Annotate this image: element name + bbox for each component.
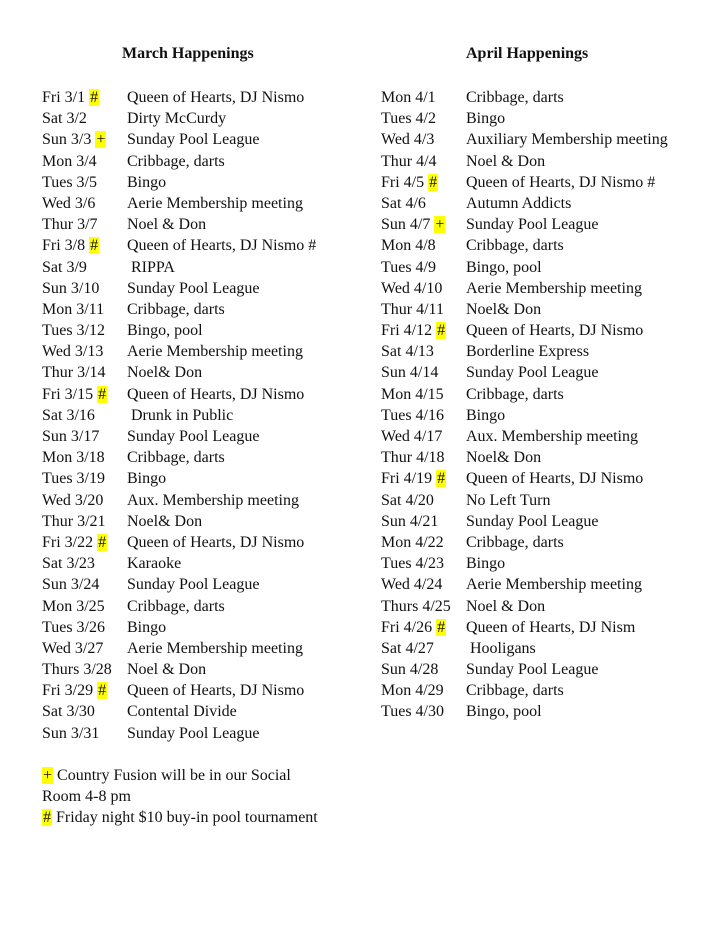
schedule-event: Queen of Hearts, DJ Nism — [466, 618, 636, 636]
schedule-event: Sunday Pool League — [466, 364, 599, 382]
date-text: Sat 4/6 — [381, 194, 426, 212]
date-text: Tues 4/9 — [381, 258, 436, 276]
event-marker: # — [98, 682, 107, 700]
date-text: Sun 3/10 — [42, 279, 100, 297]
date-text: Fri 4/26 — [381, 618, 433, 636]
schedule-date — [381, 701, 444, 722]
event-marker: # — [429, 173, 438, 191]
schedule-event: Bingo — [127, 470, 167, 488]
date-text: Tues 3/26 — [42, 618, 105, 636]
schedule-event: RIPPA — [127, 258, 175, 276]
schedule-event: Sunday Pool League — [127, 131, 260, 149]
schedule-event: Sunday Pool League — [127, 428, 260, 445]
date-text: Sun 3/17 — [42, 428, 100, 445]
date-text: Sat 4/13 — [381, 343, 434, 361]
date-text: Sun 4/14 — [381, 364, 439, 382]
schedule-date — [42, 553, 95, 574]
plus-marker: + — [43, 767, 53, 784]
schedule-date — [381, 617, 446, 638]
date-text: Tues 3/12 — [42, 322, 105, 340]
schedule-date — [42, 172, 97, 193]
date-text: Tues 4/2 — [381, 110, 436, 128]
date-text: Thur 3/21 — [42, 512, 106, 530]
schedule-event: Queen of Hearts, DJ Nismo — [466, 470, 644, 488]
schedule-event: Sunday Pool League — [127, 576, 260, 594]
schedule-event: Auxiliary Membership meeting — [466, 131, 668, 149]
schedule-event: Bingo — [127, 618, 167, 636]
schedule-date — [381, 659, 438, 680]
date-text: Mon 4/15 — [381, 385, 444, 403]
schedule-date — [381, 108, 436, 129]
date-text: Mon 4/29 — [381, 682, 444, 700]
schedule-event: Queen of Hearts, DJ Nismo — [127, 385, 305, 403]
march-heading: March Happenings — [122, 45, 254, 62]
schedule-date — [381, 151, 437, 172]
date-text: Fri 4/12 — [381, 322, 433, 340]
schedule-event: Sunday Pool League — [466, 216, 599, 234]
schedule-event: Bingo, pool — [466, 258, 542, 276]
schedule-event: Queen of Hearts, DJ Nismo — [466, 322, 644, 340]
schedule-date — [42, 426, 99, 447]
schedule-event: Aux. Membership meeting — [466, 428, 638, 445]
date-text: Wed 4/17 — [381, 428, 443, 445]
event-marker: # — [437, 618, 446, 636]
date-text: Tues 4/23 — [381, 555, 444, 573]
schedule-event: Bingo — [466, 555, 506, 573]
schedule-date — [381, 129, 434, 150]
date-text: Thur 3/7 — [42, 216, 98, 234]
schedule-date — [381, 553, 444, 574]
date-text: Mon 3/25 — [42, 597, 105, 615]
date-text: Sun 3/3 — [42, 131, 92, 149]
date-text: Thurs 3/28 — [42, 661, 112, 679]
date-text: Wed 3/13 — [42, 343, 104, 361]
schedule-date — [381, 468, 446, 489]
schedule-event: Queen of Hearts, DJ Nismo # — [127, 237, 317, 255]
date-text: Wed 3/20 — [42, 491, 104, 509]
schedule-date — [42, 87, 99, 108]
schedule-event: Cribbage, darts — [466, 682, 564, 700]
schedule-date — [381, 426, 442, 447]
schedule-date — [381, 341, 434, 362]
schedule-event: No Left Turn — [466, 491, 551, 509]
schedule-date — [381, 680, 444, 701]
date-text: Thurs 4/25 — [381, 597, 451, 615]
date-text: Sat 3/9 — [42, 258, 87, 276]
schedule-date — [381, 299, 444, 320]
schedule-date — [42, 574, 99, 595]
schedule-date — [381, 532, 444, 553]
schedule-event: Aerie Membership meeting — [127, 194, 303, 212]
schedule-date — [42, 384, 107, 405]
date-text: Sun 4/21 — [381, 512, 439, 530]
schedule-date — [381, 638, 434, 659]
schedule-event: Cribbage, darts — [466, 533, 564, 551]
schedule-event: Dirty McCurdy — [127, 110, 227, 128]
schedule-event: Cribbage, darts — [127, 300, 225, 318]
date-text: Mon 4/1 — [381, 89, 436, 106]
date-text: Sat 3/30 — [42, 703, 95, 721]
schedule-event: Noel& Don — [466, 449, 542, 467]
schedule-event: Contental Divide — [127, 703, 237, 721]
schedule-date — [42, 659, 112, 680]
schedule-event: Bingo — [466, 406, 506, 424]
hash-marker: # — [43, 809, 51, 827]
event-marker: + — [96, 131, 106, 149]
date-text: Sun 3/31 — [42, 724, 100, 742]
event-marker: # — [90, 237, 99, 255]
schedule-date — [381, 490, 434, 511]
schedule-event: Bingo, pool — [127, 322, 203, 340]
schedule-date — [381, 257, 436, 278]
schedule-date — [42, 490, 103, 511]
schedule-date — [42, 617, 105, 638]
schedule-date — [42, 680, 107, 701]
schedule-event: Noel& Don — [127, 364, 203, 382]
date-text: Mon 3/11 — [42, 300, 105, 318]
date-text: Mon 4/22 — [381, 533, 444, 551]
schedule-event: Noel& Don — [466, 300, 542, 318]
schedule-event: Sunday Pool League — [127, 279, 260, 297]
date-text: Fri 3/1 — [42, 89, 86, 106]
schedule-date — [42, 299, 104, 320]
event-marker: # — [437, 322, 446, 340]
schedule-date — [381, 447, 445, 468]
schedule-event: Autumn Addicts — [466, 194, 572, 212]
schedule-date — [381, 87, 436, 108]
april-heading: April Happenings — [466, 45, 589, 62]
schedule-event: Sunday Pool League — [127, 724, 260, 742]
event-marker: # — [90, 89, 99, 106]
date-text: Sat 4/20 — [381, 491, 434, 509]
schedule-event: Cribbage, darts — [127, 597, 225, 615]
schedule-date — [42, 447, 105, 468]
date-text: Fri 3/15 — [42, 385, 94, 403]
schedule-date — [42, 257, 87, 278]
event-marker: + — [435, 216, 445, 234]
schedule-date — [42, 341, 103, 362]
schedule-date — [42, 108, 87, 129]
date-text: Mon 4/8 — [381, 237, 436, 255]
schedule-event: Cribbage, darts — [466, 237, 564, 255]
date-text: Tues 3/5 — [42, 173, 97, 191]
schedule-date — [42, 596, 105, 617]
schedule-event: Drunk in Public — [127, 406, 234, 424]
schedule-date — [42, 235, 99, 256]
schedule-date — [42, 532, 107, 553]
schedule-event: Bingo — [466, 110, 506, 128]
schedule-event: Cribbage, darts — [466, 385, 564, 403]
date-text: Sat 3/2 — [42, 110, 87, 128]
schedule-date — [381, 278, 442, 299]
schedule-event: Noel & Don — [466, 597, 546, 615]
plus-note-text: Country Fusion will be in our Social — [53, 767, 291, 784]
date-text: Sat 3/16 — [42, 406, 95, 424]
schedule-event: Noel & Don — [127, 216, 207, 234]
schedule-event: Queen of Hearts, DJ Nismo # — [466, 173, 656, 191]
schedule-event: Cribbage, darts — [127, 152, 225, 170]
event-marker: # — [437, 470, 446, 488]
event-marker: # — [98, 533, 107, 551]
plus-note-continued: Room 4-8 pm — [42, 788, 131, 806]
schedule-event: Noel & Don — [466, 152, 546, 170]
schedule-event: Aerie Membership meeting — [466, 279, 642, 297]
schedule-date — [42, 278, 99, 299]
schedule-date — [381, 320, 446, 341]
date-text: Sun 3/24 — [42, 576, 100, 594]
date-text: Tues 3/19 — [42, 470, 105, 488]
schedule-event: Queen of Hearts, DJ Nismo — [127, 682, 305, 700]
schedule-date — [381, 596, 451, 617]
schedule-event: Noel & Don — [127, 661, 207, 679]
date-text: Thur 3/14 — [42, 364, 106, 382]
schedule-date — [42, 129, 106, 150]
date-text: Fri 4/19 — [381, 470, 433, 488]
date-text: Tues 4/30 — [381, 703, 444, 721]
schedule-date — [381, 172, 438, 193]
schedule-date — [42, 193, 95, 214]
schedule-event: Queen of Hearts, DJ Nismo — [127, 533, 305, 551]
schedule-date — [381, 235, 436, 256]
schedule-event: Sunday Pool League — [466, 512, 599, 530]
schedule-date — [381, 384, 444, 405]
date-text: Thur 4/11 — [381, 300, 444, 318]
schedule-date — [381, 511, 438, 532]
schedule-date — [381, 362, 438, 383]
date-text: Mon 3/4 — [42, 152, 97, 170]
schedule-date — [42, 723, 99, 744]
schedule-date — [381, 405, 444, 426]
event-marker: # — [98, 385, 107, 403]
date-text: Wed 4/10 — [381, 279, 443, 297]
schedule-date — [42, 511, 106, 532]
date-text: Sun 4/28 — [381, 661, 439, 679]
schedule-event: Sunday Pool League — [466, 661, 599, 679]
schedule-date — [381, 214, 445, 235]
plus-note — [42, 765, 362, 786]
schedule-date — [42, 468, 105, 489]
schedule-event: Karaoke — [127, 555, 182, 573]
date-text: Wed 4/24 — [381, 576, 443, 594]
date-text: Thur 4/18 — [381, 449, 445, 467]
date-text: Mon 3/18 — [42, 449, 105, 467]
schedule-event: Noel& Don — [127, 512, 203, 530]
date-text: Fri 4/5 — [381, 173, 425, 191]
schedule-event: Aux. Membership meeting — [127, 491, 299, 509]
schedule-date — [42, 320, 105, 341]
schedule-date — [42, 362, 106, 383]
schedule-date — [42, 405, 95, 426]
date-text: Wed 3/6 — [42, 194, 96, 212]
hash-note-text: Friday night $10 buy-in pool tournament — [52, 809, 318, 827]
date-text: Sat 3/23 — [42, 555, 95, 573]
schedule-event: Cribbage, darts — [466, 89, 564, 106]
schedule-event: Bingo, pool — [466, 703, 542, 721]
schedule-event: Cribbage, darts — [127, 449, 225, 467]
date-text: Sun 4/7 — [381, 216, 431, 234]
schedule-date — [42, 701, 95, 722]
schedule-event: Bingo — [127, 173, 167, 191]
schedule-event: Aerie Membership meeting — [127, 343, 303, 361]
schedule-event: Borderline Express — [466, 343, 590, 361]
date-text: Fri 3/22 — [42, 533, 94, 551]
schedule-date — [42, 638, 103, 659]
date-text: Fri 3/29 — [42, 682, 94, 700]
schedule-event: Aerie Membership meeting — [127, 639, 303, 657]
schedule-date — [42, 151, 97, 172]
schedule-date — [381, 193, 426, 214]
legend-notes — [42, 765, 362, 829]
schedule-event: Queen of Hearts, DJ Nismo — [127, 89, 305, 106]
schedule-event: Aerie Membership meeting — [466, 576, 642, 594]
date-text: Wed 3/27 — [42, 639, 104, 657]
date-text: Thur 4/4 — [381, 152, 437, 170]
date-text: Tues 4/16 — [381, 406, 444, 424]
date-text: Fri 3/8 — [42, 237, 86, 255]
schedule-date — [42, 214, 98, 235]
schedule-date — [381, 574, 442, 595]
date-text: Sat 4/27 — [381, 639, 434, 657]
hash-note — [42, 807, 362, 828]
date-text: Wed 4/3 — [381, 131, 435, 149]
schedule-event: Hooligans — [466, 639, 536, 657]
